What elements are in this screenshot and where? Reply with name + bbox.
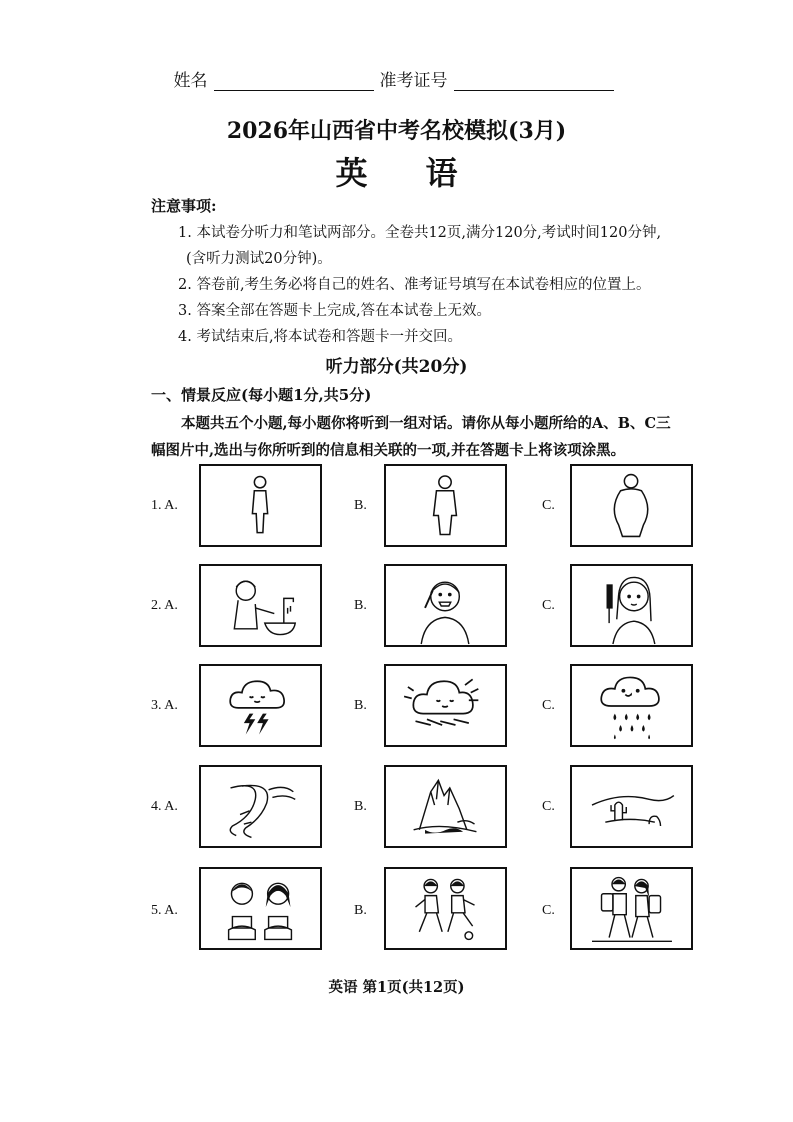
kids-hiking-icon [572,869,691,948]
q3-option-a[interactable] [199,664,322,747]
question-3-label: 3. A. [151,698,178,713]
note-item: 2. 答卷前,考生务必将自己的姓名、准考证号填写在本试卷相应的位置上。 [178,277,651,293]
q1-option-c[interactable] [570,464,693,547]
question-5-label: 5. A. [151,903,178,918]
q5-option-a[interactable] [199,867,322,950]
q3-option-b-label: B. [354,698,367,713]
q2-option-c-label: C. [542,598,555,613]
id-label: 准考证号 [379,71,448,91]
q3-option-b[interactable] [384,664,507,747]
question-4-label: 4. A. [151,799,178,814]
id-blank[interactable] [454,72,614,91]
question-2-label: 2. A. [151,598,178,613]
page-footer: 英语 第1页(共12页) [328,979,465,996]
question-1-label: 1. A. [151,498,178,513]
q1-option-c-label: C. [542,498,555,513]
rain-cloud-icon [572,666,691,745]
q4-option-c[interactable] [570,765,693,848]
note-item: (含听力测试20分钟)。 [186,251,332,267]
notes-label: 注意事项: [151,197,217,215]
q3-option-c-label: C. [542,698,555,713]
windy-cloud-icon [386,666,505,745]
q5-option-b-label: B. [354,903,367,918]
note-item: 1. 本试卷分听力和笔试两部分。全卷共12页,满分120分,考试时间120分钟, [178,225,662,241]
subject-title: 英语 [335,154,516,192]
note-item: 3. 答案全部在答题卡上完成,答在本试卷上无效。 [178,303,492,319]
q2-option-b-label: B. [354,598,367,613]
mountain-icon [386,767,505,846]
listening-section-title: 听力部分(共20分) [325,357,468,377]
part-title: 一、情景反应(每小题1分,共5分) [151,386,372,404]
q1-option-b-label: B. [354,498,367,513]
storm-cloud-icon [201,666,320,745]
q1-option-a[interactable] [199,464,322,547]
q4-option-b[interactable] [384,765,507,848]
fat-person-icon [572,466,691,545]
q4-option-b-label: B. [354,799,367,814]
q4-option-c-label: C. [542,799,555,814]
exam-title: 2026年山西省中考名校模拟(3月) [226,118,567,144]
q3-option-c[interactable] [570,664,693,747]
name-blank[interactable] [214,72,374,91]
girl-washing-hands-icon [201,566,320,645]
name-label: 姓名 [173,71,208,91]
q5-option-b[interactable] [384,867,507,950]
river-icon [201,767,320,846]
q2-option-b[interactable] [384,564,507,647]
girl-combing-hair-icon [572,566,691,645]
note-item: 4. 考试结束后,将本试卷和答题卡一并交回。 [178,329,463,345]
girl-brushing-teeth-icon [386,566,505,645]
q4-option-a[interactable] [199,765,322,848]
q5-option-c-label: C. [542,903,555,918]
instructions: 本题共五个小题,每小题你将听到一组对话。请你从每小题所给的A、B、C三幅图片中,选出与你所听到的信息相关联的一项,并在答题卡上将该项涂黑。 [151,415,671,459]
candidate-info-line [0,66,793,91]
kids-playing-football-icon [386,869,505,948]
thin-person-icon [201,466,320,545]
kids-reading-icon [201,869,320,948]
q1-option-b[interactable] [384,464,507,547]
q5-option-c[interactable] [570,867,693,950]
q2-option-c[interactable] [570,564,693,647]
q2-option-a[interactable] [199,564,322,647]
medium-person-icon [386,466,505,545]
desert-icon [572,767,691,846]
